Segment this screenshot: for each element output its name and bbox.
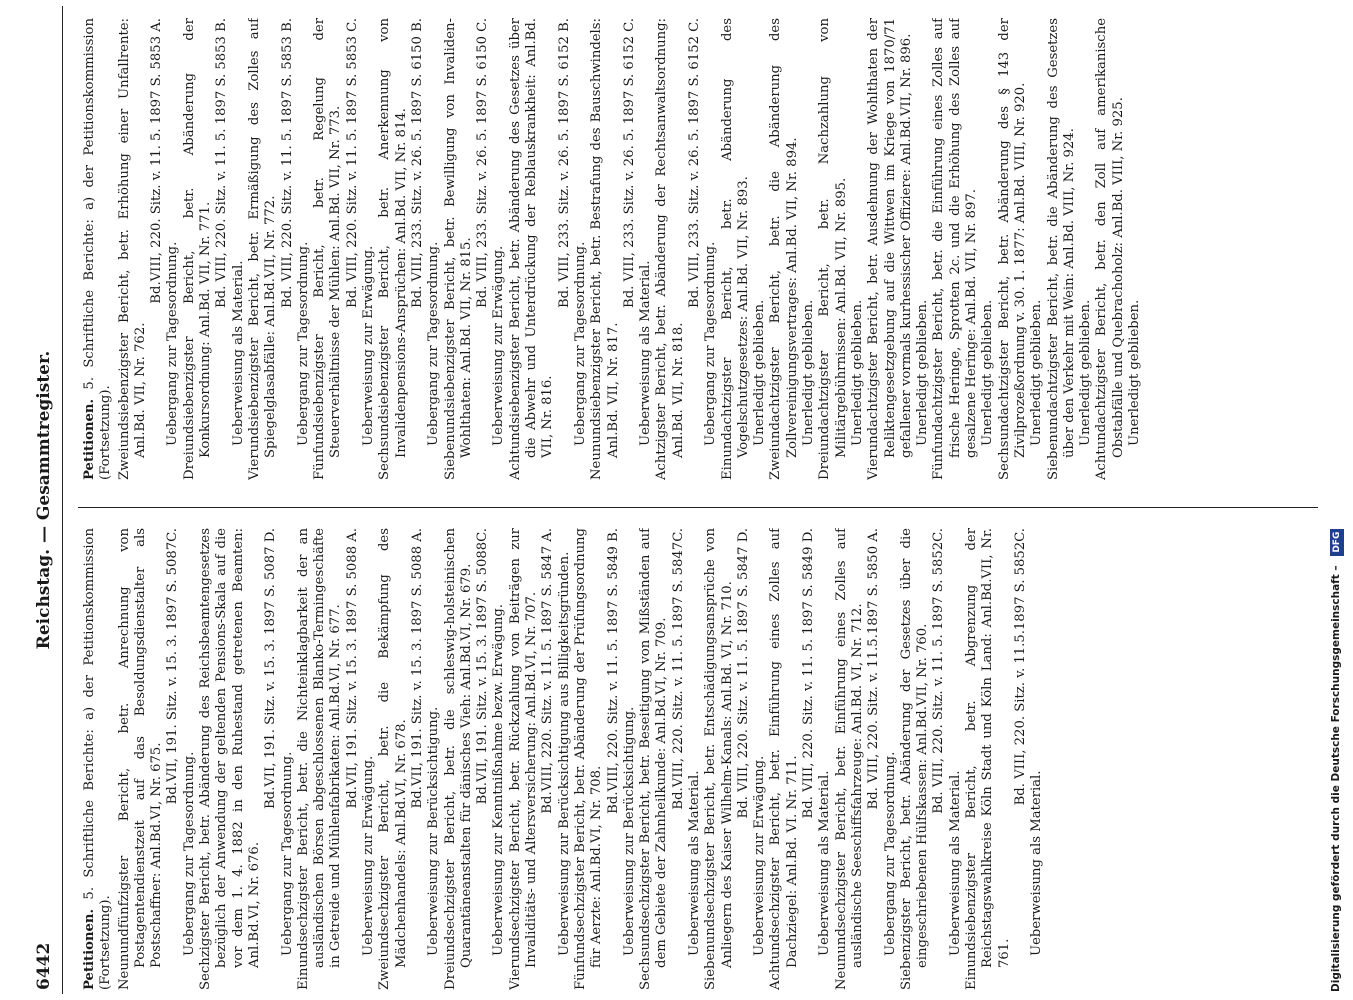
report-status: Ueberweisung zur Kenntnißnahme bezw. Erwägung. [491, 603, 507, 956]
report-entry: Achtundsiebenzigster Bericht, betr. Abänderung des Gesetzes über die Abwehr und Unterdrückung der Reblauskrankheit: Anl.Bd. VII, Nr. 816. [507, 18, 556, 480]
report-status: Unerledigt geblieben. [1078, 299, 1094, 446]
report-status: Ueberweisung als Material. [817, 770, 833, 956]
section-intro-text: 5. Schriftliche Berichte: a) der Petitionskommission (Fortsetzung). [82, 528, 114, 990]
report-status: Ueberweisung als Material. [1029, 770, 1045, 956]
report-status: Unerledigt geblieben. [980, 299, 996, 446]
report-status: Uebergang zur Tagesordnung. [426, 241, 442, 446]
page-number: 6442 [34, 942, 54, 990]
report-entry: Sechsundachtzigster Bericht, betr. Abänderung des § 143 der Zivilprozeßordnung v. 30. 1. 1877: Anl.Bd. VIII, Nr. 920. [996, 18, 1028, 480]
column-divider [78, 507, 1318, 508]
digitization-credit: Digitalisierung gefördert durch die Deutsche Forschungsgemeinschaft – [1330, 565, 1342, 992]
report-reference: Bd. VIII, 220. Sitz. v. 11. 5. 1897 S. 5853 B. [279, 18, 295, 309]
report-status: Uebergang zur Tagesordnung. [295, 241, 311, 446]
report-entry: Neunundsiebenzigster Bericht, betr. Bestrafung des Bauschwindels: Anl.Bd. VII, Nr. 817. [589, 18, 621, 480]
report-reference: Bd. VIII, 233. Sitz. v. 26. 5. 1897 S. 6152 B. [556, 18, 572, 309]
report-status: Uebergang zur Tagesordnung. [165, 241, 181, 446]
report-entry: Dreiundsiebenzigster Bericht, betr. Abänderung der Konkursordnung: Anl.Bd. VII, Nr. 771. [181, 18, 214, 480]
report-reference: Bd. VIII, 220. Sitz. v. 11. 5. 1897 S. 5847 D. [735, 528, 751, 819]
report-entry: Zweiundsechzigster Bericht, betr. die Bekämpfung des Mädchenhandels: Anl.Bd.VI, Nr. 678. [377, 528, 409, 990]
report-entry: Einundsiebenzigster Bericht, betr. Abgrenzung der Reichstagswahlkreise Köln Stadt und Köln Land: Anl.Bd.VII, Nr. 761. [964, 528, 1012, 990]
report-reference: Bd. VIII, 220. Sitz. v. 11. 5. 1897 S. 5853 B. [214, 18, 230, 309]
report-reference: Bd. VIII, 220. Sitz. v. 11. 5. 1897 S. 5849 D. [801, 528, 817, 819]
report-status: Uebergang zur Tagesordnung. [279, 751, 295, 956]
report-status: Ueberweisung als Material. [947, 770, 963, 956]
report-status: Ueberweisung zur Berücksichtigung aus Billigkeitsgründen. [556, 551, 572, 956]
report-reference: Bd.VII, 191. Sitz. v. 15. 3. 1897 S. 5088 A. [409, 528, 425, 809]
report-entry: Fünfundsechzigster Bericht, betr. Abänderung der Prüfungsordnung für Aerzte: Anl.Bd.VI, Nr. 708. [572, 528, 605, 990]
digitization-note [1325, 8, 1347, 992]
right-column [82, 18, 1322, 480]
report-reference: Bd.VIII, 220. Sitz. v. 11. 5. 1897 S. 5847C. [670, 528, 686, 810]
digitization-note-text [1325, 8, 1347, 992]
report-entry: Vierundsechzigster Bericht, betr. Rückzahlung von Beiträgen zur Invaliditäts- und Altersversicherung: Anl.Bd.VI, Nr. 707. [507, 528, 540, 990]
report-status: Unerledigt geblieben. [1127, 299, 1142, 446]
report-entry: Fünfundachtzigster Bericht, betr. die Einführung eines Zolles auf frische Heringe, Sprotten 2c. und die Erhöhung des Zolles auf gesalzene Heringe: Anl.Bd. VII, Nr. 897. [931, 18, 980, 480]
report-reference: Bd. VIII, 233. Sitz. v. 26. 5. 1897 S. 6150 B. [409, 18, 425, 309]
header-rule [62, 6, 63, 994]
report-entry: Siebenzigster Bericht, betr. Abänderung der Gesetzes über die eingeschriebenen Hülfskassen: Anl.Bd.VII, Nr. 760. [898, 528, 931, 990]
report-reference: Bd. VIII, 220. Sitz. v. 11.5.1897 S. 5852C. [1012, 528, 1028, 806]
report-status: Unerledigt geblieben. [915, 299, 931, 446]
report-entry: Einundsechzigster Bericht, betr. die Nichteinklagbarkeit der an ausländischen Börsen abgeschlossenen Blanko-Termingeschäfte in Getreide und Mühlenfabrikaten: Anl.Bd.VI, Nr. 677. [295, 528, 344, 990]
report-entry: Achtzigster Bericht, betr. Abänderung der Rechtsanwaltsordnung: Anl.Bd. VII, Nr. 818. [654, 18, 686, 480]
report-status: Uebergang zur Tagesordnung. [703, 241, 719, 446]
report-status: Uebergang zur Tagesordnung. [572, 241, 588, 446]
report-entry: Sechzigster Bericht, betr. Abänderung des Reichsbeamtengesetzes bezüglich der Anwendung der geltenden Pensions-Skala auf die vor dem 1. 4. 1882 in den Ruhestand getretenen Beamten: Anl.Bd.VI, Nr. 676. [198, 528, 262, 990]
section-intro [82, 18, 115, 480]
report-status: Uebergang zur Tagesordnung. [181, 751, 197, 956]
running-head: Reichstag. — Gesammtregister. [34, 350, 54, 650]
report-entry: Neunundsechzigster Bericht, betr. Einführung eines Zolles auf ausländische Seeschiffsfahrzeuge: Anl.Bd. VI, Nr. 712. [833, 528, 865, 990]
report-reference: Bd.VIII, 220. Sitz. v. 11. 5. 1897 S. 5849 B. [605, 528, 621, 814]
report-entry: Fünfundsiebenzigster Bericht, betr. Regelung der Steuerverhältnisse der Mühlen: Anl.Bd. VII, Nr. 773. [312, 18, 344, 480]
report-entry: Siebenundsechzigster Bericht, betr. Entschädigungsansprüche von Anliegern des Kaiser Wilhelm-Kanals: Anl.Bd. VI, Nr. 710. [703, 528, 735, 990]
section-intro [82, 528, 115, 990]
report-status: Ueberweisung zur Berücksichtigung. [426, 706, 442, 956]
report-status: Unerledigt geblieben. [801, 299, 817, 446]
report-reference: Bd. VIII, 233. Sitz. v. 26. 5. 1897 S. 6150 C. [475, 18, 491, 308]
report-reference: Bd. VIII, 233. Sitz. v. 26. 5. 1897 S. 6152 C. [621, 18, 637, 308]
report-entry: Vierundachtzigster Bericht, betr. Ausdehnung der Wohlthaten der Reliktengesetzgebung auf die Wittwen im Kriege von 1870/71 gefallener vormals kurhessischer Offiziere: Anl.Bd.VII, Nr. 896. [866, 18, 914, 480]
report-status: Unerledigt geblieben. [752, 299, 768, 446]
page-header [18, 0, 58, 1000]
report-entry: Neunundfünfzigster Bericht, betr. Anrechnung von Postagentendienstzeit auf das Besoldungsdienstalter als Postschaffner: Anl.Bd.VI, Nr. 675. [116, 528, 165, 990]
section-intro-text: 5. Schriftliche Berichte: a) der Petitionskommission (Fortsetzung). [82, 18, 114, 480]
report-status: Ueberweisung zur Erwägung. [491, 245, 507, 446]
report-status: Uebergang zur Tagesordnung. [882, 751, 898, 956]
report-status: Ueberweisung zur Erwägung. [752, 755, 768, 956]
report-reference: Bd.VII, 191. Sitz. v. 15. 3. 1897 S. 5088 A. [344, 528, 360, 809]
report-entry: Vierundsiebenzigster Bericht, betr. Ermäßigung des Zolles auf Spiegelglasabfälle: Anl.Bd.VII, Nr. 772. [246, 18, 279, 480]
report-status: Unerledigt geblieben. [1029, 299, 1045, 446]
report-entry: Achtundachtzigster Bericht, betr. den Zoll auf amerikanische Obstabfälle und Quebrachoholz: Anl.Bd. VIII, Nr. 925. [1094, 18, 1126, 480]
report-entry: Zweiundachtzigster Bericht, betr. die Abänderung des Zollvereinigungsvertrages: Anl.Bd. VII, Nr. 894. [768, 18, 800, 480]
report-reference: Bd.VII, 191. Sitz. v. 15. 3. 1897 S. 5088C. [475, 528, 491, 805]
report-entry: Siebenundsiebenzigster Bericht, betr. Bewilligung von Invaliden-Wohlthaten: Anl.Bd. VII, Nr. 815. [442, 18, 474, 480]
report-status: Ueberweisung als Material. [686, 770, 702, 956]
report-reference: Bd.VIII, 220. Sitz. v. 11. 5. 1897 S. 5847 A. [540, 528, 556, 814]
report-reference: Bd. VIII, 220. Sitz. v. 11.5.1897 S. 5850 A. [866, 528, 882, 810]
report-entry: Dreiundachtzigster Bericht, betr. Nachzahlung von Militärgebührnissen: Anl.Bd. VII, Nr. 895. [817, 18, 849, 480]
left-column [82, 528, 1322, 990]
report-reference: Bd. VIII, 220. Sitz. v. 11. 5. 1897 S. 5853 C. [344, 18, 360, 308]
report-status: Ueberweisung zur Erwägung. [361, 245, 377, 446]
section-head: Petitionen. [82, 398, 97, 480]
report-entry: Dreiundsechzigster Bericht, betr. die schleswig-holsteinischen Quarantäneanstalten für dänisches Vieh: Anl.Bd.VI, Nr. 679. [442, 528, 474, 990]
report-entry: Sechsundsechzigster Bericht, betr. Beseitigung von Mißständen auf dem Gebiete der Zahnheilkunde: Anl.Bd.VI, Nr. 709. [638, 528, 670, 990]
report-entry: Einundachtzigster Bericht, betr. Abänderung des Vogelschutzgesetzes: Anl.Bd. VII, Nr. 893. [719, 18, 751, 480]
report-status: Ueberweisung zur Erwägung. [361, 755, 377, 956]
report-reference: Bd.VIII, 220. Sitz. v. 11. 5. 1897 S. 5853 A. [149, 18, 165, 304]
report-status: Ueberweisung zur Berücksichtigung. [621, 706, 637, 956]
report-status: Ueberweisung als Material. [638, 260, 654, 446]
dfg-logo: DFG [1330, 529, 1344, 556]
section-head: Petitionen. [82, 908, 97, 990]
report-entry: Zweiundsiebenzigster Bericht, betr. Erhöhung einer Unfallrente: Anl.Bd. VII, Nr. 762. [116, 18, 148, 480]
report-reference: Bd. VIII, 220. Sitz. v. 11. 5. 1897 S. 5852C. [931, 528, 947, 814]
report-status: Ueberweisung als Material. [230, 260, 246, 446]
report-reference: Bd.VII, 191. Sitz. v. 15. 3. 1897 S. 5087C. [165, 528, 181, 805]
report-entry: Siebenundachtzigster Bericht, betr. die Abänderung des Gesetzes über den Verkehr mit Wein: Anl.Bd. VIII, Nr. 924. [1045, 18, 1077, 480]
report-entry: Sechsundsiebenzigster Bericht, betr. Anerkennung von Invalidenpensions-Ansprüchen: Anl.Bd. VII, Nr. 814. [377, 18, 409, 480]
report-entry: Achtundsechzigster Bericht, betr. Einführung eines Zolles auf Dachziegel: Anl.Bd. VI. Nr. 711. [768, 528, 800, 990]
report-reference: Bd.VII, 191. Sitz. v. 15. 3. 1897 S. 5087 D. [263, 528, 279, 810]
report-status: Unerledigt geblieben. [849, 299, 865, 446]
report-reference: Bd. VIII, 233. Sitz. v. 26. 5. 1897 S. 6152 C. [686, 18, 702, 308]
